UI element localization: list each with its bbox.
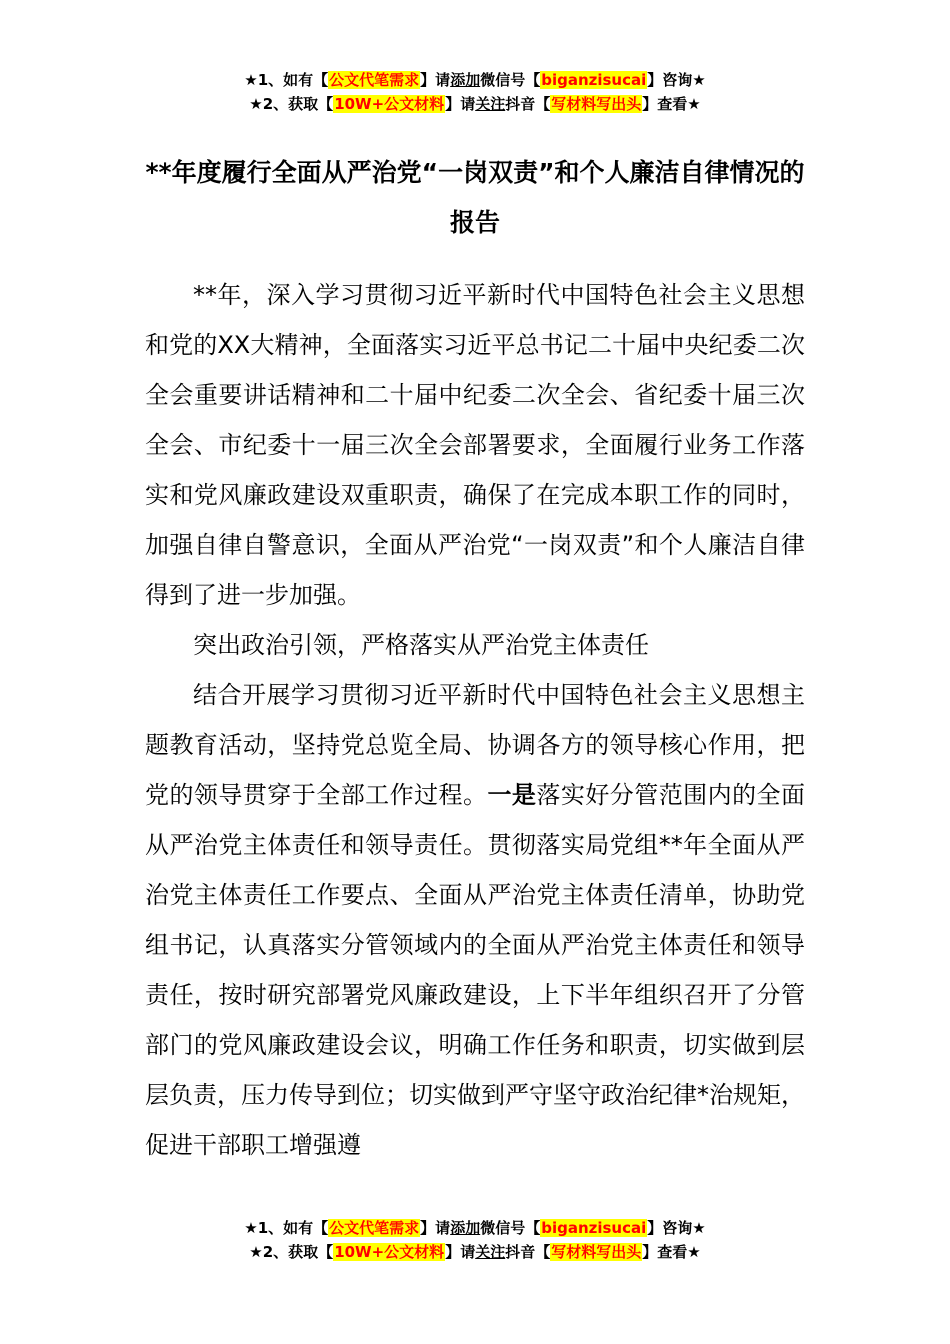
promo-text: ★1、如有【 [244, 1219, 329, 1237]
promo-text: ★2、获取【 [249, 1243, 334, 1261]
promo-text: ★2、获取【 [249, 95, 334, 113]
promo-banner-top [0, 68, 950, 116]
promo-emphasis: 关注 [475, 95, 506, 113]
promo-emphasis: 关注 [475, 1243, 506, 1261]
promo-emphasis: 添加 [450, 1219, 481, 1237]
promo-highlight: 公文代笔需求 [329, 71, 420, 89]
promo-line-2 [0, 1240, 950, 1264]
promo-line-1 [0, 1216, 950, 1240]
promo-text: 】查看★ [642, 95, 701, 113]
promo-text: 微信号【 [480, 71, 541, 89]
paragraph-text: 落实好分管范围内的全面从严治党主体责任和领导责任。贯彻落实局党组**年全面从严治党主体责任工作要点、全面从严治党主体责任清单，协助党组书记，认真落实分管领域内的全面从严治党主体责任和领导责任，按时研究部署党风廉政建设，上下半年组织召开了分管部门的党风廉政建设会议，明确工作任务和职责，切实做到层层负责，压力传导到位；切实做到严守坚守政治纪律*治规矩，促进干部职工增强遵 [145, 781, 806, 1159]
promo-highlight: biganzisucai [541, 71, 647, 89]
promo-highlight: 公文代笔需求 [329, 1219, 420, 1237]
section-heading: 突出政治引领，严格落实从严治党主体责任 [193, 631, 649, 659]
promo-text: 】请 [445, 95, 476, 113]
promo-text: 】查看★ [642, 1243, 701, 1261]
promo-highlight: 写材料写出头 [551, 95, 642, 113]
promo-text: 】请 [420, 71, 451, 89]
paragraph-text: 结合开展学习贯彻习近平新时代中国特色社会主义思想主题教育活动，坚持党总览全局、协调各方的领导核心作用，把党的领导贯穿于全部工作过程。 [145, 681, 805, 809]
promo-line-2 [0, 92, 950, 116]
promo-text: 】请 [420, 1219, 451, 1237]
document-title: **年度履行全面从严治党“一岗双责”和个人廉洁自律情况的报告 [145, 158, 805, 237]
promo-text: ★1、如有【 [244, 71, 329, 89]
promo-line-1 [0, 68, 950, 92]
promo-banner-bottom [0, 1216, 950, 1264]
promo-text: 】请 [445, 1243, 476, 1261]
promo-emphasis: 添加 [450, 71, 481, 89]
paragraph-section-1 [145, 670, 805, 1170]
promo-highlight: 10W+公文材料 [334, 95, 445, 113]
promo-highlight: biganzisucai [541, 1219, 647, 1237]
document-body [145, 270, 805, 1170]
promo-text: 微信号【 [480, 1219, 541, 1237]
promo-highlight: 写材料写出头 [551, 1243, 642, 1261]
promo-highlight: 10W+公文材料 [334, 1243, 445, 1261]
promo-text: 】咨询★ [647, 71, 706, 89]
paragraph-lead-marker: 一是 [487, 781, 537, 809]
paragraph-intro: **年，深入学习贯彻习近平新时代中国特色社会主义思想和党的XX大精神，全面落实习近平总书记二十届中央纪委二次全会重要讲话精神和二十届中纪委二次全会、省纪委十届三次全会、市纪委十一届三次全会部署要求，全面履行业务工作落实和党风廉政建设双重职责，确保了在完成本职工作的同时，加强自律自警意识，全面从严治党“一岗双责”和个人廉洁自律得到了进一步加强。 [145, 281, 805, 609]
promo-text: 】咨询★ [647, 1219, 706, 1237]
promo-text: 抖音【 [505, 1243, 551, 1261]
promo-text: 抖音【 [505, 95, 551, 113]
